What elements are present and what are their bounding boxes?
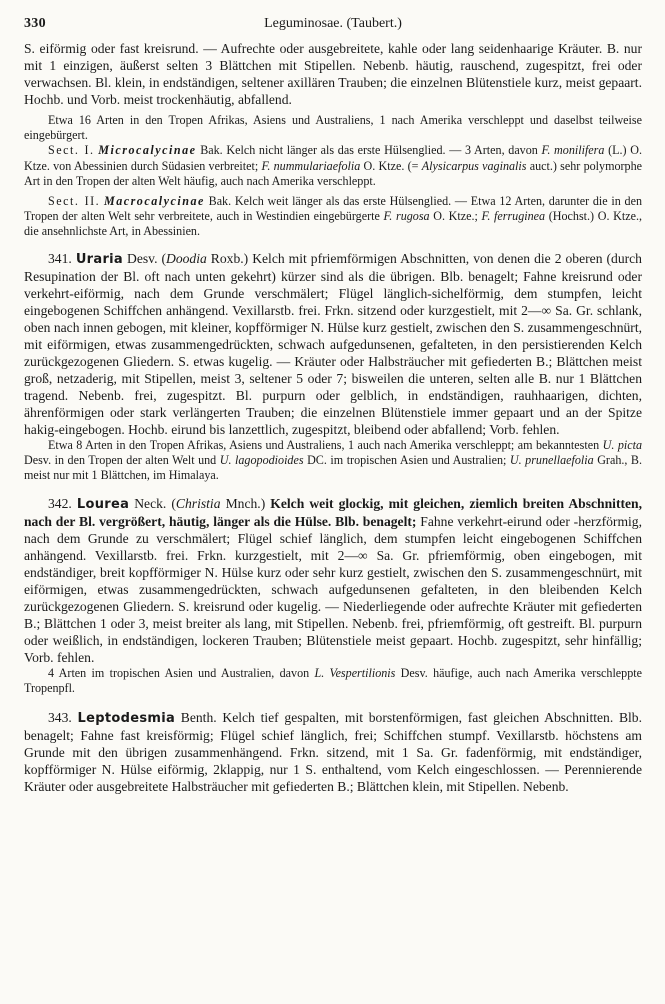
genus-number: 343. <box>48 709 72 725</box>
paragraph-flemingia-continued: S. eiförmig oder fast kreisrund. — Aufrechte oder ausgebreitete, kahle oder lang seidenhaarige Kräuter. B. nur mit 1 einzigen, äußerst selten 3 Blättchen mit Stipellen. Nebenb. häutig, rauschend, zugespitzt, frei oder verwachsen. Bl. klein, in endständigen, seltener axillären Trauben; die einzelnen Blütenstiele kurz, meist gepaart. Hochb. und Vorb. meist trockenhäutig, abfallend. <box>24 41 642 107</box>
genus-name: Lourea <box>76 497 130 513</box>
species-name: F. monilifera <box>541 143 605 158</box>
section-name: Microcalycinae <box>98 143 197 158</box>
genus-description-bold: Kelch weit glockig, mit gleichen, ziemlich breiten Abschnitten, nach der Bl. vergrößert, häutig, länger als die Hülse. Blb. benagelt; <box>24 496 642 530</box>
genus-description: Kelch tief gespalten, mit borstenförmigen, fast gleichen Abschnitten. Blb. benagelt; Fahne fast kreisförmig; Flügel schief länglich, frei; Schiffchen stumpf. Vexillarstb. höchstens am Grunde mit den übrigen zusammenhängend. Frkn. sitzend, mit 1 Sa. Gr. fadenförmig, mit endständiger, kopfförmiger N. Hülse eiförmig, 2klappig, nur 1 S. enthaltend, vom Kelch eingeschlossen. — Perennierende Kräuter oder ausgebreitete Halbsträucher mit gefiederten B.; Blättchen klein, mit Stipellen. Nebenb. <box>24 709 642 794</box>
section-label: Sect. I. <box>48 143 95 158</box>
species-name: F. nummulariaefolia <box>261 158 361 173</box>
note-lourea-species: 4 Arten im tropischen Asien und Australien, davon L. Vespertilionis Desv. häufige, auch nach Amerika verschleppte Tropenpfl. <box>24 666 642 696</box>
section-label: Sect. II. <box>48 194 101 209</box>
genus-number: 341. <box>48 250 72 266</box>
species-name: U. lagopodioides <box>219 452 304 467</box>
genus-name: Leptodesmia <box>77 710 176 726</box>
genus-entry-leptodesmia: 343. Leptodesmia Benth. Kelch tief gespalten, mit borstenförmigen, fast gleichen Abschnitten. Blb. benagelt; Fahne fast kreisförmig; Flügel schief länglich, frei; Schiffchen stumpf. Vexillarstb. höchstens am Grunde mit den übrigen zusammenhängend. Frkn. sitzend, mit 1 Sa. Gr. fadenförmig, mit endständiger, kopfförmiger N. Hülse eiförmig, 2klappig, nur 1 S. enthaltend, vom Kelch eingeschlossen. — Perennierende Kräuter oder ausgebreitete Halbsträucher mit gefiederten B.; Blättchen klein, mit Stipellen. Nebenb. <box>24 709 642 794</box>
page-number: 330 <box>24 16 46 31</box>
genus-entry-uraria: 341. Uraria Desv. (Doodia Roxb.) Kelch mit pfriemförmigen Abschnitten, von denen die 2 oberen (durch Resupination der Bl. oft nach unten gekehrt) kürzer sind als die übrigen. Blb. benagelt; Fahne kreisrund oder verkehrt-eiförmig, nach dem Grunde verschmälert; Flügel länglich-sichelförmig, dem stumpfen, leicht eingebogenen Schiffchen anhängend. Vexillarstb. frei. Frkn. sitzend oder kurzgestielt, mit 2—∞ Sa. Gr. schlank, oben nach innen gebogen, mit kleiner, kopfförmiger N. Hülse kurz gestielt, zwischen den S. zusammengeschnürt, mit eiförmigen, etwas zusammengedrückten, schwach aufgedunsenen, gefalteten, in den persistierenden Kelch zurückgezogenen Gliedern. S. etwas kugelig. — Kräuter oder Halbsträucher mit gefiederten B.; Blättchen meist groß, netzaderig, mit Stipellen, meist 3, seltener 5 oder 7; bisweilen die unteren, selten alle B. nur 1 Blättchen tragend. Nebenb. frei, zugespitzt. Bl. purpurn oder gelblich, in endständigen, rauhhaarigen, dichten, ährenförmigen oder stark verlängerten Trauben; die einzelnen Blütenstiele immer gepaart und an der Spitze hakig-eingebogen. Hochb. eirund bis lanzettlich, zugespitzt, bleibend oder abfallend; Vorb. fehlen. <box>24 250 642 437</box>
page <box>24 14 642 795</box>
synonym-name: Christia <box>175 496 221 512</box>
running-title: Leguminosae. (Taubert.) <box>264 16 402 31</box>
note-species-count: Etwa 16 Arten in den Tropen Afrikas, Asiens und Australiens, 1 nach Amerika verschleppt und daselbst teilweise eingebürgert. <box>24 113 642 143</box>
genus-description: Fahne verkehrt-eirund oder -herzförmig, nach dem Grunde zu verschmälert; Flügel schief länglich, dem stumpfen leicht eingebogenen Schiffchen anhängend. Vexillarstb. frei. Frkn. kurzgestielt, mit 2—∞ Sa. Gr. pfriemförmig, oben eingebogen, mit endständiger, breit kopfförmiger N. Hülse kurz oder sehr kurz gestielt, zwischen den S. zusammengeschnürt, mit eiförmigen, etwas zusammengedrückten, schwach aufgedunsenen gefalteten, in den bleibenden Kelch zurückgezogenen Gliedern. S. kreisrund oder kugelig. — Niederliegende oder aufrechte Kräuter mit gefiederten B.; Blättchen 1 oder 3, meist breiter als lang, mit Stipellen. Nebenb. frei, pfriemförmig, oft gestreift. Bl. purpurn oder weißlich, in endständigen, lockeren Trauben; Blütenstiele meist gepaart. Hochb. zugespitzt, sehr hinfällig; Vorb. fehlen. <box>24 514 642 666</box>
section-name: Macrocalycinae <box>103 194 205 209</box>
genus-number: 342. <box>48 496 72 512</box>
species-name: L. Vespertilionis <box>314 666 396 681</box>
species-name: F. ferruginea <box>481 209 546 224</box>
page-header <box>24 14 642 40</box>
genus-name: Uraria <box>75 251 123 267</box>
section-macrocalycinae: Sect. II. Macrocalycinae Bak. Kelch weit länger als das erste Hülsenglied. — Etwa 12 Arten, darunter die in den Tropen der alten Welt sehr verbreitete, auch in Westindien eingebürgerte F. rugosa O. Ktze.; F. ferruginea (Hochst.) O. Ktze., die ansehnlichste Art, in Abessinien. <box>24 194 642 239</box>
species-name: F. rugosa <box>383 209 430 224</box>
species-name: Alysicarpus vaginalis <box>421 158 527 173</box>
synonym-name: Doodia <box>166 250 207 266</box>
genus-description: Kelch mit pfriemförmigen Abschnitten, von denen die 2 oberen (durch Resupination der Bl. oft nach unten gekehrt) kürzer sind als die übrigen. Blb. benagelt; Fahne kreisrund oder verkehrt-eiförmig, nach dem Grunde verschmälert; Flügel länglich-sichelförmig, dem stumpfen, leicht eingebogenen Schiffchen anhängend. Vexillarstb. frei. Frkn. sitzend oder kurzgestielt, mit 2—∞ Sa. Gr. schlank, oben nach innen gebogen, mit kleiner, kopfförmiger N. Hülse kurz gestielt, zwischen den S. zusammengeschnürt, mit eiförmigen, etwas zusammengedrückten, schwach aufgedunsenen, gefalteten, in den persistierenden Kelch zurückgezogenen Gliedern. S. etwas kugelig. — Kräuter oder Halbsträucher mit gefiederten B.; Blättchen meist groß, netzaderig, mit Stipellen, meist 3, seltener 5 oder 7; bisweilen die unteren, selten alle B. nur 1 Blättchen tragend. Nebenb. frei, zugespitzt. Bl. purpurn oder gelblich, in endständigen, rauhhaarigen, dichten, ährenförmigen oder stark verlängerten Trauben; die einzelnen Blütenstiele immer gepaart und an der Spitze hakig-eingebogen. Hochb. eirund bis lanzettlich, zugespitzt, bleibend oder abfallend; Vorb. fehlen. <box>24 250 642 437</box>
genus-entry-lourea: 342. Lourea Neck. (Christia Mnch.) Kelch weit glockig, mit gleichen, ziemlich breiten Abschnitten, nach der Bl. vergrößert, häutig, länger als die Hülse. Blb. benagelt; Fahne verkehrt-eirund oder -herzförmig, nach dem Grunde zu verschmälert; Flügel schief länglich, dem stumpfen leicht eingebogenen Schiffchen anhängend. Vexillarstb. frei. Frkn. kurzgestielt, mit 2—∞ Sa. Gr. pfriemförmig, oben eingebogen, mit endständiger, breit kopfförmiger N. Hülse kurz oder sehr kurz gestielt, zwischen den S. zusammengeschnürt, mit eiförmigen, etwas zusammengedrückten, schwach aufgedunsenen gefalteten, in den bleibenden Kelch zurückgezogenen Gliedern. S. kreisrund oder kugelig. — Niederliegende oder aufrechte Kräuter mit gefiederten B.; Blättchen 1 oder 3, meist breiter als lang, mit Stipellen. Nebenb. frei, pfriemförmig, oft gestreift. Bl. purpurn oder weißlich, in endständigen, lockeren Trauben; Blütenstiele meist gepaart. Hochb. zugespitzt, sehr hinfällig; Vorb. fehlen. <box>24 496 642 666</box>
species-name: U. prunellaefolia <box>509 452 594 467</box>
section-microcalycinae: Sect. I. Microcalycinae Bak. Kelch nicht länger als das erste Hülsenglied. — 3 Arten, davon F. monilifera (L.) O. Ktze. von Abessinien durch Südasien verbreitet; F. nummulariaefolia O. Ktze. (= Alysicarpus vaginalis auct.) sehr polymorphe Art in den Tropen der alten Welt häufig, auch nach Amerika verschleppt. <box>24 143 643 188</box>
note-uraria-species: Etwa 8 Arten in den Tropen Afrikas, Asiens und Australiens, 1 auch nach Amerika verschleppt; am bekanntesten U. picta Desv. in den Tropen der alten Welt und U. lagopodioides DC. im tropischen Asien und Australien; U. prunellaefolia Grah., B. meist nur mit 1 Blättchen, im Himalaya. <box>24 437 643 483</box>
species-name: U. picta <box>602 437 642 452</box>
